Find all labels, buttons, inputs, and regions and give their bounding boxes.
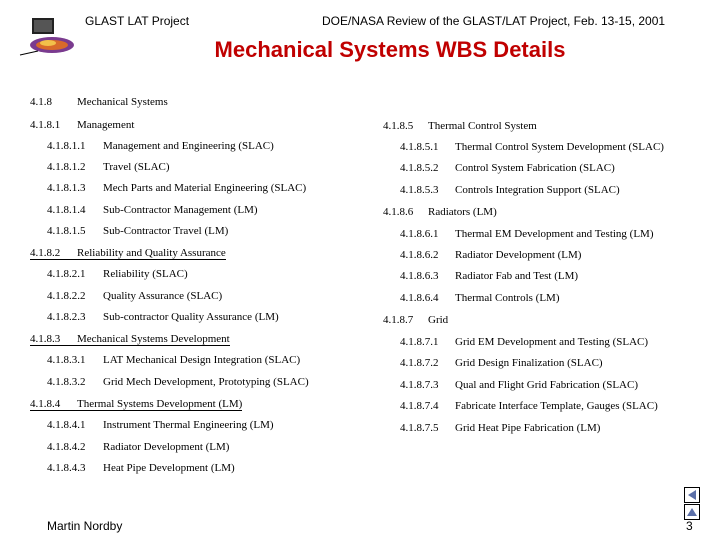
wbs-code: 4.1.8.4.2 bbox=[47, 441, 86, 453]
wbs-code: 4.1.8.2.3 bbox=[47, 311, 86, 323]
wbs-code: 4.1.8.2.2 bbox=[47, 290, 86, 302]
wbs-item bbox=[47, 140, 274, 152]
wbs-label: LAT Mechanical Design Integration (SLAC) bbox=[103, 354, 301, 366]
wbs-label: Grid Heat Pipe Fabrication (LM) bbox=[455, 422, 601, 434]
wbs-label: Grid Mech Development, Prototyping (SLAC) bbox=[103, 376, 309, 388]
wbs-label: Heat Pipe Development (LM) bbox=[103, 462, 235, 474]
wbs-item bbox=[400, 336, 648, 348]
wbs-item bbox=[400, 270, 578, 282]
page-title: Mechanical Systems WBS Details bbox=[214, 37, 566, 62]
wbs-item bbox=[47, 419, 274, 431]
wbs-item bbox=[47, 204, 258, 216]
wbs-label: Fabricate Interface Template, Gauges (SLAC) bbox=[455, 400, 658, 412]
wbs-section-grid bbox=[383, 314, 448, 326]
wbs-item bbox=[400, 400, 658, 412]
wbs-item bbox=[400, 357, 603, 369]
wbs-section-mech-dev bbox=[30, 333, 230, 346]
nav-back-icon[interactable] bbox=[684, 487, 700, 503]
wbs-label: Sub-Contractor Management (LM) bbox=[103, 204, 258, 216]
wbs-code: 4.1.8.5.3 bbox=[400, 184, 439, 196]
wbs-label: Thermal EM Development and Testing (LM) bbox=[455, 228, 654, 240]
wbs-label: Mechanical Systems bbox=[77, 96, 168, 108]
wbs-code: 4.1.8.3.2 bbox=[47, 376, 86, 388]
wbs-item bbox=[47, 182, 306, 194]
wbs-code: 4.1.8.1 bbox=[30, 119, 61, 131]
wbs-label: Grid Design Finalization (SLAC) bbox=[455, 357, 603, 369]
wbs-code: 4.1.8.5.1 bbox=[400, 141, 439, 153]
wbs-label: Mech Parts and Material Engineering (SLAC) bbox=[103, 182, 307, 194]
wbs-label: Thermal Control System Development (SLAC) bbox=[455, 141, 664, 153]
wbs-label: Radiators (LM) bbox=[428, 206, 497, 218]
wbs-label: Reliability (SLAC) bbox=[103, 268, 188, 280]
wbs-label: Management and Engineering (SLAC) bbox=[103, 140, 274, 152]
wbs-label: Control System Fabrication (SLAC) bbox=[455, 162, 615, 174]
review-title: DOE/NASA Review of the GLAST/LAT Project, Feb. 13-15, 2001 bbox=[322, 14, 666, 28]
wbs-code: 4.1.8.6.4 bbox=[400, 292, 439, 304]
wbs-code: 4.1.8 bbox=[30, 96, 52, 108]
wbs-label: Grid EM Development and Testing (SLAC) bbox=[455, 336, 649, 348]
page-number: 3 bbox=[686, 519, 693, 533]
wbs-label: Reliability and Quality Assurance bbox=[77, 247, 226, 259]
wbs-label: Radiator Development (LM) bbox=[455, 249, 582, 261]
wbs-code: 4.1.8.4.1 bbox=[47, 419, 86, 431]
wbs-item bbox=[400, 249, 581, 261]
wbs-section-thermal-dev bbox=[30, 398, 242, 411]
nav-home-icon[interactable] bbox=[684, 504, 700, 520]
wbs-item bbox=[47, 354, 300, 366]
wbs-item bbox=[47, 462, 235, 474]
wbs-item bbox=[400, 422, 600, 434]
wbs-item bbox=[47, 268, 188, 280]
wbs-code: 4.1.8.1.2 bbox=[47, 161, 86, 173]
wbs-item bbox=[400, 162, 615, 174]
wbs-item bbox=[400, 184, 620, 196]
wbs-label: Instrument Thermal Engineering (LM) bbox=[103, 419, 274, 431]
wbs-code: 4.1.8.4.3 bbox=[47, 462, 86, 474]
wbs-label: Quality Assurance (SLAC) bbox=[103, 290, 223, 302]
wbs-root bbox=[30, 96, 168, 108]
presenter-name: Martin Nordby bbox=[47, 519, 123, 533]
wbs-section-management bbox=[30, 119, 134, 131]
wbs-code: 4.1.8.3 bbox=[30, 333, 61, 345]
wbs-section-thermal-control bbox=[383, 120, 537, 132]
wbs-code: 4.1.8.7.4 bbox=[400, 400, 439, 412]
wbs-code: 4.1.8.7.5 bbox=[400, 422, 439, 434]
wbs-item bbox=[400, 141, 664, 153]
wbs-label: Radiator Fab and Test (LM) bbox=[455, 270, 579, 282]
project-name: GLAST LAT Project bbox=[85, 14, 190, 28]
wbs-code: 4.1.8.1.3 bbox=[47, 182, 86, 194]
wbs-code: 4.1.8.5 bbox=[383, 120, 414, 132]
wbs-item bbox=[47, 225, 228, 237]
wbs-label: Mechanical Systems Development bbox=[77, 333, 230, 345]
wbs-section-reliability bbox=[30, 247, 226, 260]
wbs-item bbox=[47, 161, 170, 173]
wbs-section-radiators bbox=[383, 206, 497, 218]
wbs-code: 4.1.8.6 bbox=[383, 206, 414, 218]
wbs-code: 4.1.8.1.5 bbox=[47, 225, 86, 237]
wbs-code: 4.1.8.7.1 bbox=[400, 336, 439, 348]
wbs-code: 4.1.8.7 bbox=[383, 314, 414, 326]
wbs-label: Management bbox=[77, 119, 135, 131]
wbs-label: Thermal Controls (LM) bbox=[455, 292, 560, 304]
wbs-code: 4.1.8.7.3 bbox=[400, 379, 439, 391]
wbs-label: Controls Integration Support (SLAC) bbox=[455, 184, 620, 196]
wbs-label: Qual and Flight Grid Fabrication (SLAC) bbox=[455, 379, 639, 391]
wbs-label: Travel (SLAC) bbox=[103, 161, 170, 173]
wbs-label: Thermal Control System bbox=[428, 120, 537, 132]
wbs-code: 4.1.8.6.1 bbox=[400, 228, 439, 240]
wbs-label: Radiator Development (LM) bbox=[103, 441, 230, 453]
wbs-label: Sub-Contractor Travel (LM) bbox=[103, 225, 229, 237]
wbs-code: 4.1.8.5.2 bbox=[400, 162, 439, 174]
wbs-code: 4.1.8.4 bbox=[30, 398, 61, 410]
wbs-item bbox=[400, 379, 638, 391]
wbs-code: 4.1.8.6.2 bbox=[400, 249, 439, 261]
wbs-item bbox=[400, 228, 654, 240]
wbs-item bbox=[400, 292, 559, 304]
wbs-code: 4.1.8.2 bbox=[30, 247, 61, 259]
wbs-code: 4.1.8.1.1 bbox=[47, 140, 86, 152]
wbs-item bbox=[47, 290, 222, 302]
wbs-item bbox=[47, 441, 229, 453]
wbs-item bbox=[47, 311, 279, 323]
wbs-label: Sub-contractor Quality Assurance (LM) bbox=[103, 311, 279, 323]
wbs-label: Thermal Systems Development (LM) bbox=[77, 398, 243, 410]
wbs-code: 4.1.8.1.4 bbox=[47, 204, 86, 216]
wbs-code: 4.1.8.3.1 bbox=[47, 354, 86, 366]
wbs-code: 4.1.8.7.2 bbox=[400, 357, 439, 369]
wbs-code: 4.1.8.6.3 bbox=[400, 270, 439, 282]
wbs-code: 4.1.8.2.1 bbox=[47, 268, 86, 280]
wbs-item bbox=[47, 376, 309, 388]
wbs-label: Grid bbox=[428, 314, 449, 326]
